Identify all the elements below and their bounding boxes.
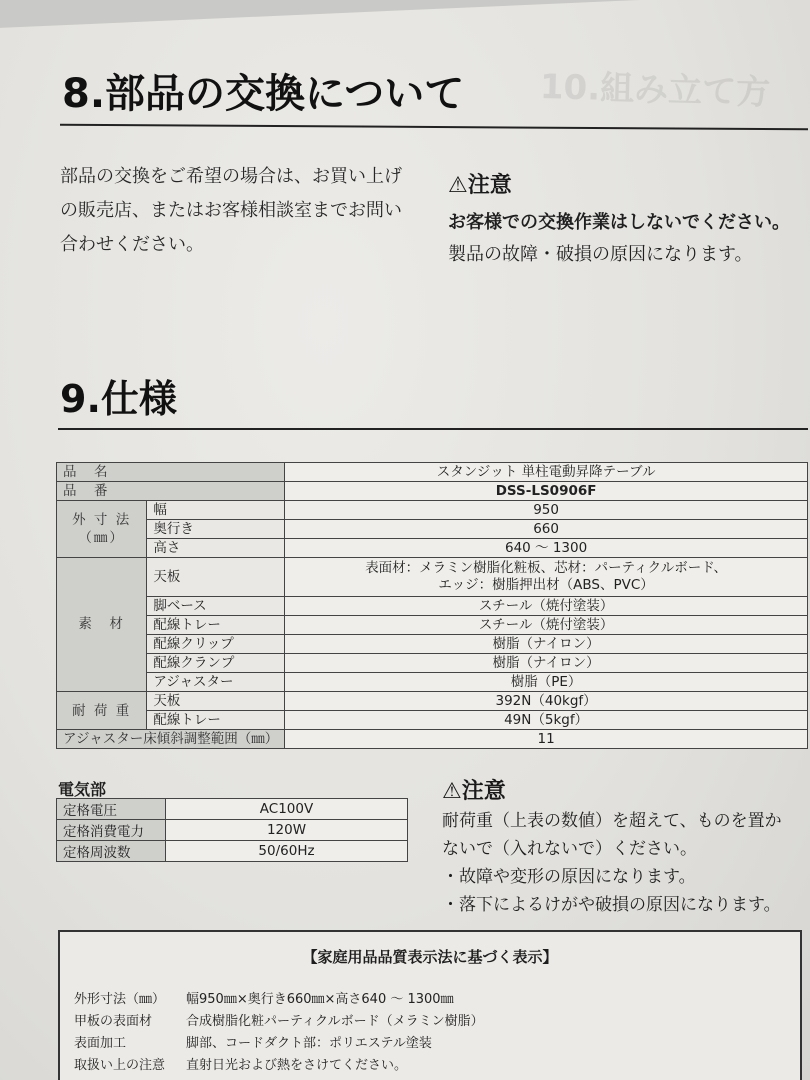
electrical-label: 定格電圧 <box>57 799 166 820</box>
electrical-value: 50/60Hz <box>166 841 408 862</box>
section-9-caution-line: ・落下によるけがや破損の原因になります。 <box>442 895 781 915</box>
table-row <box>57 616 808 635</box>
section-8-caution-line: 製品の故障・破損の原因になります。 <box>448 244 753 265</box>
electrical-value: 120W <box>166 820 408 841</box>
table-row <box>57 597 808 616</box>
table-row <box>57 539 808 558</box>
quality-key: 甲板の表面材 <box>74 1014 153 1029</box>
quality-row <box>74 1054 407 1073</box>
table-row <box>57 558 808 597</box>
body-line: 部品の交換をご希望の場合は、お買い上げ <box>60 166 402 187</box>
quality-row <box>74 1032 432 1051</box>
spec-sub-label: 配線トレー <box>147 616 285 635</box>
quality-value: 合成樹脂化粧パーティクルボード（メラミン樹脂） <box>186 1014 484 1029</box>
section-9-caution-line: 耐荷重（上表の数値）を超えて、ものを置か <box>442 811 782 831</box>
quality-key: 外形寸法（㎜） <box>74 992 166 1007</box>
spec-value: 640 ～ 1300 <box>285 539 808 558</box>
table-row <box>57 482 808 501</box>
spec-sub-label: アジャスター <box>147 673 285 692</box>
quality-row <box>74 1010 484 1029</box>
spec-sub-label: 脚ベース <box>147 597 285 616</box>
table-row <box>57 799 408 820</box>
spec-group-label: 耐 荷 重 <box>57 692 147 730</box>
spec-value: スタンジット 単柱電動昇降テーブル <box>285 463 808 482</box>
spec-value: スチール（焼付塗装） <box>285 616 808 635</box>
spec-value: 392N（40kgf） <box>285 692 808 711</box>
section-9-caution-line: ・故障や変形の原因になります。 <box>442 867 696 887</box>
table-row <box>57 711 808 730</box>
quality-value: 脚部、コードダクト部：ポリエステル塗装 <box>186 1036 432 1051</box>
spec-sub-label: 幅 <box>147 501 285 520</box>
spec-value: 表面材：メラミン樹脂化粧板、芯材：パーティクルボード、 エッジ：樹脂押出材（ABS、PVC） <box>285 558 808 597</box>
section-9-caution-title: ⚠注意 <box>442 779 506 804</box>
spec-sub-label: 天板 <box>147 558 285 597</box>
quality-value: 幅950㎜×奥行き660㎜×高さ640 ～ 1300㎜ <box>186 992 454 1007</box>
table-row <box>57 654 808 673</box>
spec-group-label: 外 寸 法 （㎜） <box>57 501 147 558</box>
table-row <box>57 635 808 654</box>
section-8-caution-title: ⚠注意 <box>448 173 512 198</box>
quality-row <box>74 988 454 1007</box>
section-8-caution-line: お客様での交換作業はしないでください。 <box>448 212 790 233</box>
table-row <box>57 501 808 520</box>
electrical-title: 電気部 <box>58 780 107 799</box>
spec-label: 品 番 <box>57 482 285 501</box>
spec-value: 樹脂（PE） <box>285 673 808 692</box>
electrical-table <box>56 798 408 862</box>
section-8-heading: 8.部品の交換について <box>62 71 465 117</box>
spec-sub-label: 配線クランプ <box>147 654 285 673</box>
quality-key: 取扱い上の注意 <box>74 1058 166 1073</box>
spec-value: 660 <box>285 520 808 539</box>
table-row <box>57 520 808 539</box>
spec-label: アジャスター床傾斜調整範囲（㎜） <box>57 730 285 749</box>
quality-value: 直射日光および熱をさけてください。 <box>186 1058 408 1073</box>
spec-value: 11 <box>285 730 808 749</box>
section-8-rule <box>60 124 808 131</box>
spec-table <box>56 462 808 749</box>
body-line: 合わせください。 <box>60 234 204 255</box>
electrical-label: 定格消費電力 <box>57 820 166 841</box>
section-8-body <box>60 160 402 262</box>
spec-value: 950 <box>285 501 808 520</box>
section-9-caution-line: ないで（入れないで）ください。 <box>442 839 697 859</box>
spec-value: 樹脂（ナイロン） <box>285 654 808 673</box>
table-row <box>57 673 808 692</box>
spec-sub-label: 配線クリップ <box>147 635 285 654</box>
spec-value: DSS-LS0906F <box>285 482 808 501</box>
section-9-rule <box>58 428 808 430</box>
electrical-value: AC100V <box>166 799 408 820</box>
table-row <box>57 463 808 482</box>
quality-label-title: 【家庭用品品質表示法に基づく表示】 <box>302 948 558 966</box>
quality-key: 表面加工 <box>74 1036 127 1051</box>
spec-sub-label: 配線トレー <box>147 711 285 730</box>
table-row <box>57 841 408 862</box>
spec-value: 49N（5kgf） <box>285 711 808 730</box>
electrical-label: 定格周波数 <box>57 841 166 862</box>
spec-value: スチール（焼付塗装） <box>285 597 808 616</box>
table-row <box>57 820 408 841</box>
spec-group-label: 素 材 <box>57 558 147 692</box>
spec-sub-label: 天板 <box>147 692 285 711</box>
spec-label: 品 名 <box>57 463 285 482</box>
spec-sub-label: 高さ <box>147 539 285 558</box>
table-row <box>57 730 808 749</box>
section-9-heading: 9.仕様 <box>60 377 177 421</box>
spec-value: 樹脂（ナイロン） <box>285 635 808 654</box>
spec-sub-label: 奥行き <box>147 520 285 539</box>
bleed-through-heading: 10.組み立て方 <box>539 66 771 114</box>
quality-label-box <box>58 930 802 1080</box>
body-line: の販売店、またはお客様相談室までお問い <box>60 200 402 221</box>
table-row <box>57 692 808 711</box>
